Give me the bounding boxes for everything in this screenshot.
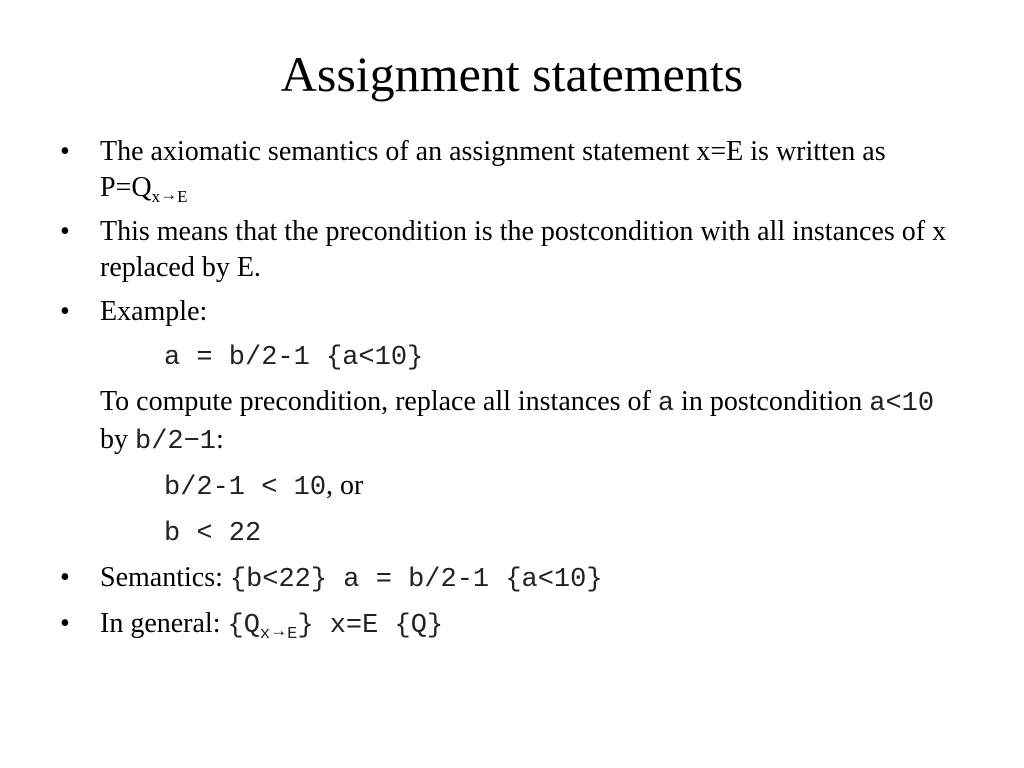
bullet-text: Example: — [100, 296, 208, 327]
bullet-label: Semantics: — [100, 562, 230, 593]
bullet-text: The axiomatic semantics of an assignment statement x=E is written as P=Q — [100, 136, 886, 203]
explanation-text: To compute precondition, replace all instances of — [100, 386, 658, 417]
bullet-in-general — [60, 606, 960, 644]
bullet-marker: • — [60, 296, 70, 327]
code-general-open: {Q — [227, 611, 260, 641]
bullet-example — [60, 294, 960, 330]
code-semantics: {b<22} a = b/2-1 {a<10} — [229, 565, 603, 595]
slide-body — [60, 134, 960, 652]
right-arrow-icon: → — [270, 621, 288, 640]
bullet-semantics — [60, 560, 960, 598]
subscript-e: E — [287, 625, 298, 644]
bullet-text: This means that the precondition is the postcondition with all instances of x replaced by E. — [100, 216, 947, 283]
bullet-marker: • — [60, 562, 70, 593]
code-expression: b/2−1 — [135, 427, 217, 457]
bullet-marker: • — [60, 216, 70, 247]
right-arrow-icon: → — [160, 185, 178, 204]
explanation-text: in postcondition — [674, 386, 870, 417]
bullet-marker: • — [60, 136, 70, 167]
code-derivation: b/2-1 < 10 — [164, 473, 327, 503]
bullet-precondition-meaning — [60, 214, 960, 286]
example-code-line — [60, 338, 960, 376]
code-assignment: a = b/2-1 {a<10} — [164, 343, 424, 373]
code-general-close: } x=E {Q} — [297, 611, 444, 641]
explanation-text: by — [100, 424, 135, 455]
subscript-x: x — [259, 625, 271, 644]
code-postcondition: a<10 — [869, 389, 935, 419]
bullet-marker: • — [60, 608, 70, 639]
subscript-e: E — [177, 187, 188, 206]
derivation-suffix: , or — [326, 470, 364, 501]
slide-title: Assignment statements — [280, 46, 744, 102]
bullet-axiomatic-semantics — [60, 134, 960, 206]
bullet-label: In general: — [100, 608, 228, 639]
example-explanation — [60, 384, 960, 460]
code-a: a — [657, 389, 675, 419]
derivation-line-1 — [60, 468, 960, 506]
code-result: b < 22 — [164, 519, 262, 549]
derivation-line-2 — [60, 514, 960, 552]
subscript-x: x — [151, 187, 161, 206]
explanation-text: : — [216, 424, 224, 455]
